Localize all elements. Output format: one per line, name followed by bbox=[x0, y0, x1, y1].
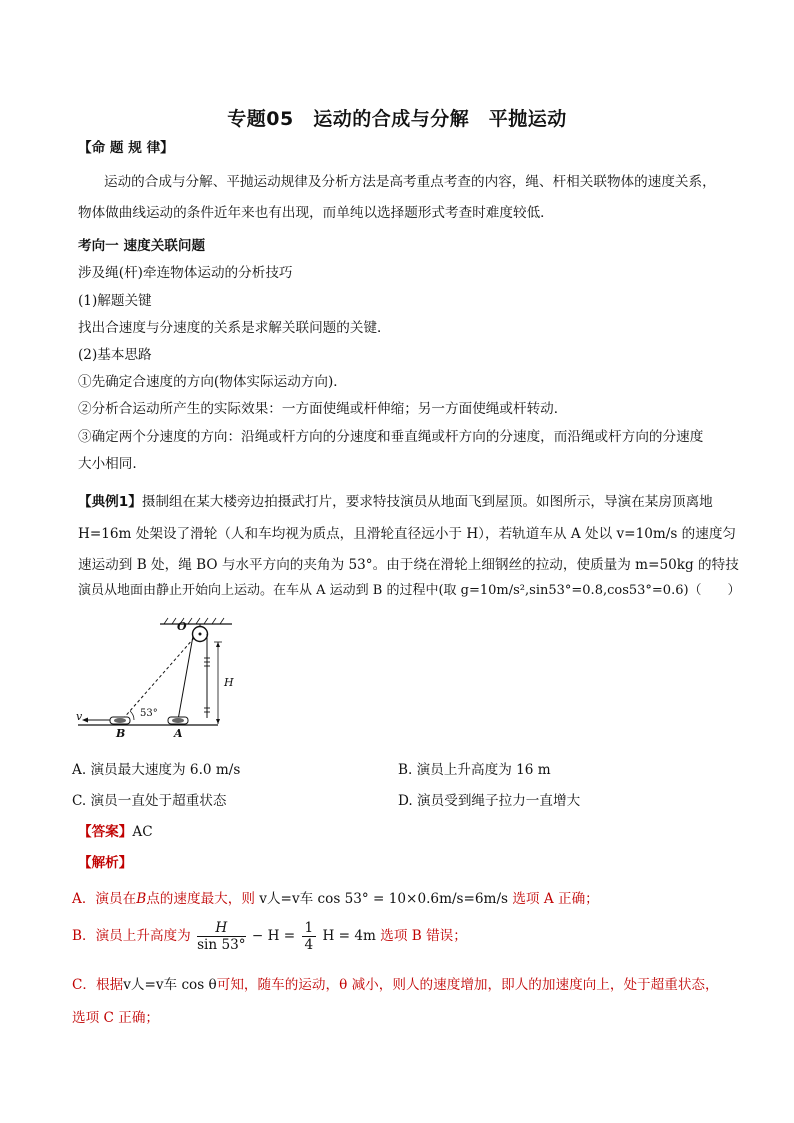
answer-label: 【答案】 bbox=[78, 824, 133, 840]
option-c: C. 演员一直处于超重状态 bbox=[72, 793, 227, 809]
analysis-c-line-2: 选项 C 正确； bbox=[72, 1010, 160, 1026]
label-O: O bbox=[177, 620, 187, 633]
label-A: A bbox=[174, 727, 183, 740]
text-line: (2)基本思路 bbox=[78, 347, 152, 363]
label-H: H bbox=[224, 676, 234, 689]
option-d: D. 演员受到绳子拉力一直增大 bbox=[398, 793, 581, 809]
answer-value: AC bbox=[132, 824, 153, 840]
example-line-2: H=16m 处架设了滑轮（人和车均视为质点，且滑轮直径远小于 H），若轨道车从 A 处以 v=10m/s 的速度匀 bbox=[78, 526, 737, 542]
analysis-b: B．演员上升高度为 $\frac{H}{\sin 53^\circ}$ − H = $\frac{1}{4}$ H = 4m 选项 B 错误； bbox=[72, 920, 467, 953]
text-line: ②分析合运动所产生的实际效果：一方面使绳或杆伸缩；另一方面使绳或杆转动． bbox=[78, 401, 568, 417]
pulley-figure bbox=[74, 614, 234, 744]
analysis-a: A．演员在B点的速度最大，则 v人=v车 cos 53° = 10×0.6m/s=6m/s 选项 A 正确； bbox=[72, 891, 599, 907]
example-line-3: 速运动到 B 处，绳 BO 与水平方向的夹角为 53°。由于绕在滑轮上细钢丝的拉动，使质量为 m=50kg 的特技 bbox=[78, 557, 739, 573]
intro-line-2: 物体做曲线运动的条件近年来也有出现，而单纯以选择题形式考查时难度较低． bbox=[78, 205, 554, 221]
label-angle: 53° bbox=[140, 708, 158, 719]
text-line: 涉及绳(杆)牵连物体运动的分析技巧 bbox=[78, 265, 293, 281]
section1-heading: 考向一 速度关联问题 bbox=[78, 238, 206, 254]
equation-c: v人=v车 cos θ bbox=[123, 977, 217, 993]
label-B: B bbox=[116, 727, 126, 740]
example-label: 【典例1】 bbox=[78, 494, 142, 510]
option-b: B. 演员上升高度为 16 m bbox=[398, 762, 551, 778]
text-line: ③确定两个分速度的方向：沿绳或杆方向的分速度和垂直绳或杆方向的分速度，而沿绳或杆方向的分速度 bbox=[78, 429, 704, 445]
example-line-4: 演员从地面由静止开始向上运动。在车从 A 运动到 B 的过程中(取 g=10m/s²,sin53°=0.8,cos53°=0.6)（ ） bbox=[78, 583, 741, 598]
text-line: 大小相同. bbox=[78, 456, 137, 472]
page-title: 专题05 运动的合成与分解 平抛运动 bbox=[227, 108, 567, 130]
label-v: v bbox=[76, 710, 83, 723]
option-a: A. 演员最大速度为 6.0 m/s bbox=[72, 762, 241, 778]
analysis-label: 【解析】 bbox=[78, 855, 133, 871]
rule-heading: 【命 题 规 律】 bbox=[78, 140, 174, 156]
intro-line-1: 运动的合成与分解、平抛运动规律及分析方法是高考重点考查的内容，绳、杆相关联物体的速度关系， bbox=[104, 174, 716, 190]
text-line: ①先确定合速度的方向(物体实际运动方向)． bbox=[78, 374, 347, 390]
text-line: 找出合速度与分速度的关系是求解关联问题的关键． bbox=[78, 320, 391, 336]
answer bbox=[78, 822, 153, 842]
text-line: (1)解题关键 bbox=[78, 293, 152, 309]
equation-a: v人=v车 cos 53° = 10×0.6m/s=6m/s bbox=[259, 891, 508, 907]
example-line-1: 【典例1】摄制组在某大楼旁边拍摄武打片，要求特技演员从地面飞到屋顶。如图所示，导演在某房顶离地 bbox=[78, 494, 713, 510]
analysis-c: C．根据v人=v车 cos θ可知，随车的运动，θ 减小，则人的速度增加，即人的加速度向上，处于超重状态， bbox=[72, 977, 719, 993]
